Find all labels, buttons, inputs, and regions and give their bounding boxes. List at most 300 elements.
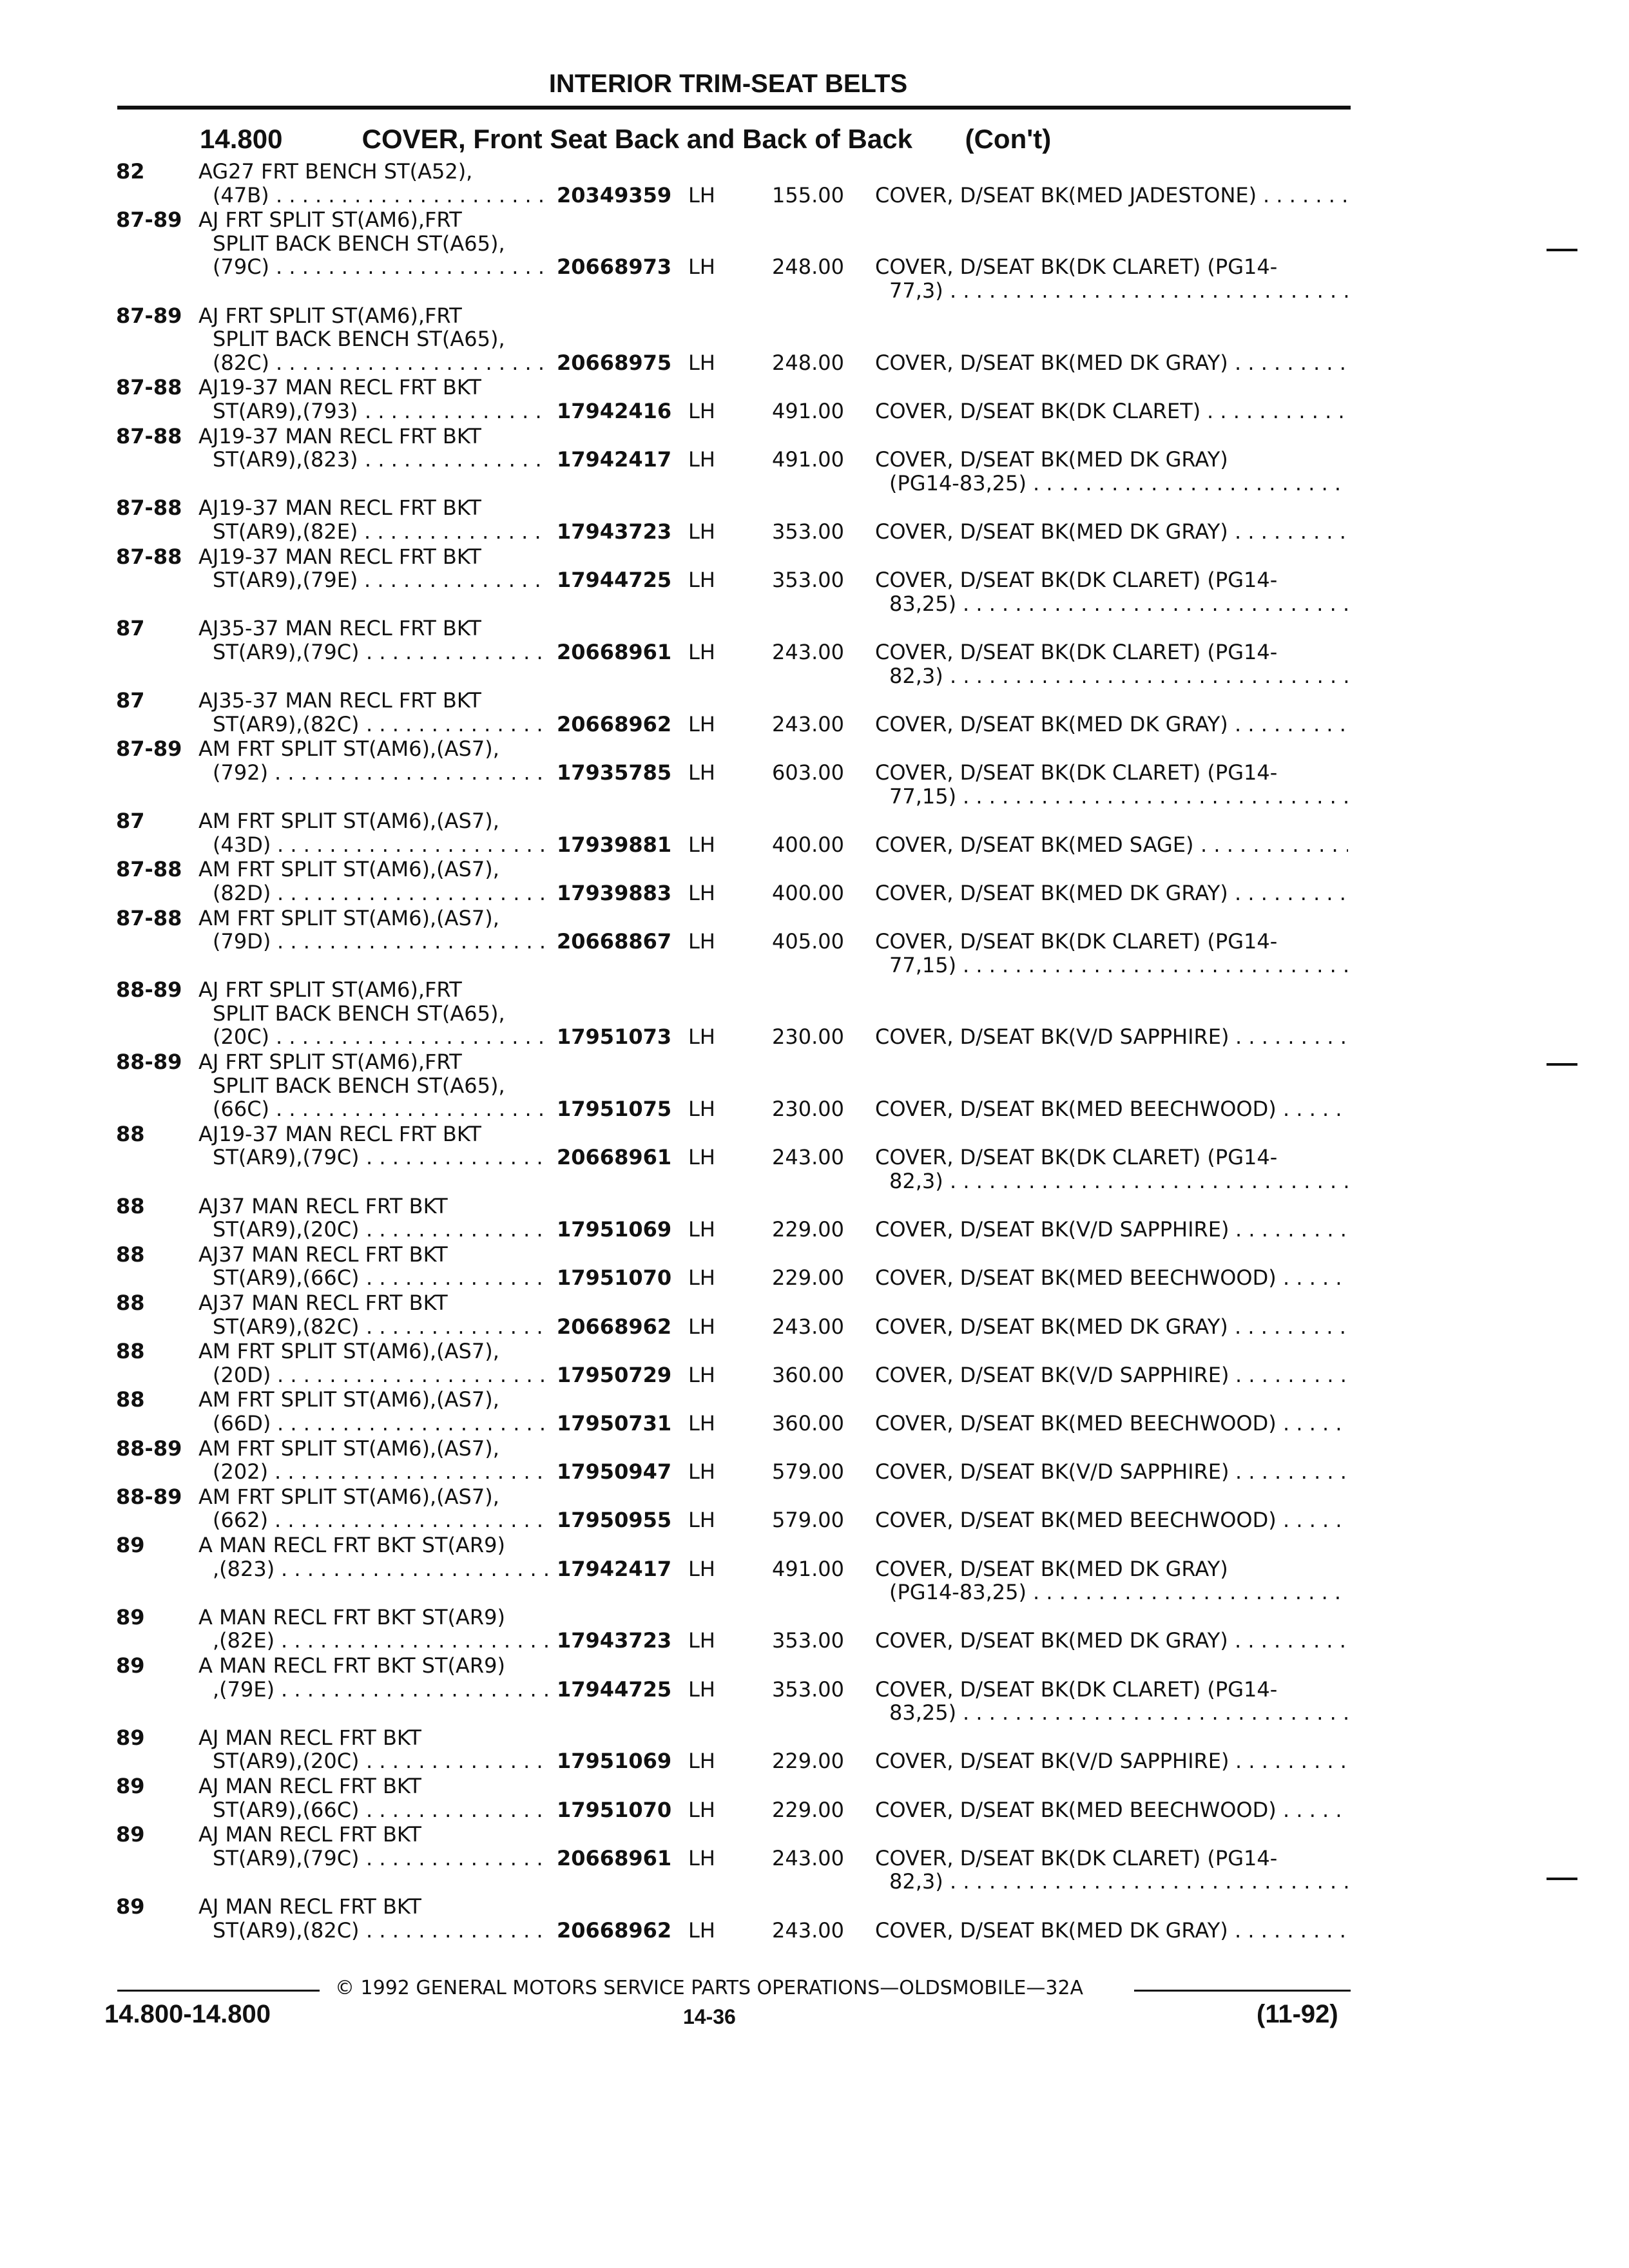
usage-description: AM FRT SPLIT ST(AM6),(AS7), xyxy=(198,1436,499,1461)
model-year: 89 xyxy=(116,1604,145,1629)
leader-dots xyxy=(1283,1508,1348,1532)
usage-description: AM FRT SPLIT ST(AM6),(AS7), xyxy=(198,736,499,762)
part-description: COVER, D/SEAT BK(V/D SAPPHIRE) xyxy=(875,1459,1229,1485)
side-code: LH xyxy=(688,1024,715,1050)
part-description: COVER, D/SEAT BK(DK CLARET) (PG14- xyxy=(875,568,1278,593)
list-item xyxy=(0,1606,1629,1654)
usage-description: AJ MAN RECL FRT BKT xyxy=(198,1894,421,1919)
usage-description: ST(AR9),(79C) xyxy=(213,1145,360,1170)
list-item xyxy=(0,737,1629,809)
section-continued: (Con't) xyxy=(965,124,1052,154)
leader-dots xyxy=(963,954,1348,977)
side-code: LH xyxy=(688,880,715,905)
part-number: 17939883 xyxy=(557,880,672,905)
price: 243.00 xyxy=(772,711,844,736)
side-code: LH xyxy=(688,519,715,544)
leader-dots xyxy=(963,592,1348,616)
leader-dots xyxy=(1235,1218,1348,1242)
model-year: 89 xyxy=(116,1894,145,1919)
model-year: 89 xyxy=(116,1822,145,1847)
price: 360.00 xyxy=(772,1362,844,1387)
usage-description: ,(823) xyxy=(213,1556,275,1581)
price: 229.00 xyxy=(772,1797,844,1822)
usage-description: ST(AR9),(66C) xyxy=(213,1265,360,1291)
leader-dots xyxy=(950,279,1348,303)
usage-description: ,(82E) xyxy=(213,1628,275,1653)
part-description: (PG14-83,25) xyxy=(889,1580,1027,1605)
price: 243.00 xyxy=(772,1845,844,1870)
price: 353.00 xyxy=(772,519,844,544)
leader-dots xyxy=(1235,1460,1348,1484)
part-description: COVER, D/SEAT BK(MED DK GRAY) xyxy=(875,880,1228,905)
leader-dots xyxy=(275,1460,549,1484)
model-year: 87-88 xyxy=(116,905,182,930)
usage-description: ST(AR9),(79C) xyxy=(213,1845,360,1870)
part-number: 20668867 xyxy=(557,929,672,954)
part-description: COVER, D/SEAT BK(MED DK GRAY) xyxy=(875,350,1228,375)
usage-description: AJ37 MAN RECL FRT BKT xyxy=(198,1193,448,1218)
part-description: COVER, D/SEAT BK(V/D SAPPHIRE) xyxy=(875,1024,1229,1050)
usage-description: AM FRT SPLIT ST(AM6),(AS7), xyxy=(198,1339,499,1364)
leader-dots xyxy=(366,640,549,664)
part-number: 17950947 xyxy=(557,1459,672,1485)
list-item xyxy=(0,1654,1629,1726)
leader-dots xyxy=(366,1315,549,1339)
leader-dots xyxy=(1283,1266,1348,1290)
list-item xyxy=(0,858,1629,906)
margin-mark xyxy=(1547,1063,1577,1066)
side-code: LH xyxy=(688,568,715,593)
side-code: LH xyxy=(688,1797,715,1822)
part-description: COVER, D/SEAT BK(DK CLARET) (PG14- xyxy=(875,1845,1278,1870)
leader-dots xyxy=(366,1218,549,1242)
part-number: 17944725 xyxy=(557,1677,672,1702)
usage-description: AJ19-37 MAN RECL FRT BKT xyxy=(198,544,481,569)
part-number: 17943723 xyxy=(557,519,672,544)
part-number: 17942416 xyxy=(557,398,672,423)
list-item xyxy=(0,809,1629,858)
part-description: COVER, D/SEAT BK(MED DK GRAY) xyxy=(875,519,1228,544)
list-item xyxy=(0,160,1629,208)
part-description: COVER, D/SEAT BK(MED JADESTONE) xyxy=(875,182,1257,207)
model-year: 88 xyxy=(116,1387,145,1412)
leader-dots xyxy=(1235,351,1348,375)
leader-dots xyxy=(276,1025,549,1049)
price: 491.00 xyxy=(772,398,844,423)
part-number: 17950731 xyxy=(557,1411,672,1436)
model-year: 87 xyxy=(116,616,145,641)
usage-description: AJ19-37 MAN RECL FRT BKT xyxy=(198,423,481,448)
list-item xyxy=(0,1823,1629,1895)
list-item xyxy=(0,425,1629,497)
part-description: 82,3) xyxy=(889,1169,943,1194)
usage-description: AJ37 MAN RECL FRT BKT xyxy=(198,1291,448,1316)
usage-description: ST(AR9),(20C) xyxy=(213,1749,360,1774)
part-description: 83,25) xyxy=(889,591,957,616)
model-year: 87-89 xyxy=(116,303,182,328)
usage-description: SPLIT BACK BENCH ST(A65), xyxy=(213,231,505,256)
leader-dots xyxy=(1207,399,1348,423)
side-code: LH xyxy=(688,760,715,785)
usage-description: AM FRT SPLIT ST(AM6),(AS7), xyxy=(198,809,499,834)
list-item xyxy=(0,1291,1629,1340)
part-description: COVER, D/SEAT BK(MED BEECHWOOD) xyxy=(875,1508,1277,1533)
model-year: 88 xyxy=(116,1121,145,1146)
list-item xyxy=(0,617,1629,689)
part-number: 17939881 xyxy=(557,832,672,857)
side-code: LH xyxy=(688,350,715,375)
part-description: COVER, D/SEAT BK(DK CLARET) (PG14- xyxy=(875,1677,1278,1702)
usage-description: (20C) xyxy=(213,1024,270,1050)
leader-dots xyxy=(366,1749,549,1773)
usage-description: AJ35-37 MAN RECL FRT BKT xyxy=(198,688,481,713)
price: 603.00 xyxy=(772,760,844,785)
leader-dots xyxy=(366,1919,549,1943)
part-description: COVER, D/SEAT BK(V/D SAPPHIRE) xyxy=(875,1749,1229,1774)
usage-description: AM FRT SPLIT ST(AM6),(AS7), xyxy=(198,1484,499,1509)
leader-dots xyxy=(276,184,549,207)
part-number: 17944725 xyxy=(557,568,672,593)
side-code: LH xyxy=(688,711,715,736)
price: 243.00 xyxy=(772,1314,844,1339)
usage-description: (66D) xyxy=(213,1411,271,1436)
leader-dots xyxy=(1200,833,1348,857)
part-description: (PG14-83,25) xyxy=(889,470,1027,495)
usage-description: AM FRT SPLIT ST(AM6),(AS7), xyxy=(198,857,499,882)
part-description: COVER, D/SEAT BK(MED DK GRAY) xyxy=(875,1314,1228,1339)
part-description: COVER, D/SEAT BK(MED DK GRAY) xyxy=(875,447,1228,472)
list-item xyxy=(0,1243,1629,1291)
part-number: 17951069 xyxy=(557,1217,672,1242)
usage-description: ST(AR9),(82E) xyxy=(213,519,358,544)
leader-dots xyxy=(281,1629,549,1653)
leader-dots xyxy=(364,568,549,592)
leader-dots xyxy=(366,1146,549,1169)
model-year: 89 xyxy=(116,1533,145,1557)
part-number: 17951070 xyxy=(557,1797,672,1822)
price: 248.00 xyxy=(772,255,844,280)
usage-description: AM FRT SPLIT ST(AM6),(AS7), xyxy=(198,905,499,930)
list-item xyxy=(0,978,1629,1050)
usage-description: AM FRT SPLIT ST(AM6),(AS7), xyxy=(198,1387,499,1412)
model-year: 89 xyxy=(116,1773,145,1798)
usage-description: SPLIT BACK BENCH ST(A65), xyxy=(213,327,505,352)
side-code: LH xyxy=(688,1265,715,1291)
list-item xyxy=(0,1195,1629,1243)
leader-dots xyxy=(1235,1025,1348,1049)
list-item xyxy=(0,1726,1629,1774)
price: 229.00 xyxy=(772,1217,844,1242)
usage-description: (79C) xyxy=(213,255,270,280)
price: 400.00 xyxy=(772,832,844,857)
usage-description: (202) xyxy=(213,1459,269,1485)
list-item xyxy=(0,545,1629,617)
footer-date: (11-92) xyxy=(1257,2000,1338,2028)
side-code: LH xyxy=(688,398,715,423)
model-year: 88-89 xyxy=(116,977,182,1003)
part-description: 77,15) xyxy=(889,952,957,977)
footer-page-number: 14-36 xyxy=(683,2005,736,2028)
list-item xyxy=(0,1340,1629,1388)
leader-dots xyxy=(1263,184,1348,207)
usage-description: ,(79E) xyxy=(213,1677,275,1702)
side-code: LH xyxy=(688,1556,715,1581)
usage-description: ST(AR9),(82C) xyxy=(213,1917,360,1943)
part-description: COVER, D/SEAT BK(MED DK GRAY) xyxy=(875,711,1228,736)
leader-dots xyxy=(366,1266,549,1290)
usage-description: ST(AR9),(20C) xyxy=(213,1217,360,1242)
model-year: 88 xyxy=(116,1339,145,1364)
footer-rule-left xyxy=(117,1990,320,1992)
part-number: 17943723 xyxy=(557,1628,672,1653)
usage-description: AJ19-37 MAN RECL FRT BKT xyxy=(198,1121,481,1146)
side-code: LH xyxy=(688,832,715,857)
side-code: LH xyxy=(688,182,715,207)
price: 405.00 xyxy=(772,929,844,954)
price: 353.00 xyxy=(772,1628,844,1653)
leader-dots xyxy=(1235,520,1348,544)
model-year: 82 xyxy=(116,159,145,184)
side-code: LH xyxy=(688,1314,715,1339)
part-description: COVER, D/SEAT BK(DK CLARET) (PG14- xyxy=(875,760,1278,785)
side-code: LH xyxy=(688,1508,715,1533)
side-code: LH xyxy=(688,1628,715,1653)
margin-mark xyxy=(1547,249,1577,251)
part-description: COVER, D/SEAT BK(MED BEECHWOOD) xyxy=(875,1797,1277,1822)
leader-dots xyxy=(1283,1097,1348,1121)
usage-description: (82C) xyxy=(213,350,270,375)
side-code: LH xyxy=(688,1217,715,1242)
usage-description: SPLIT BACK BENCH ST(A65), xyxy=(213,1073,505,1098)
model-year: 88-89 xyxy=(116,1050,182,1075)
usage-description: ST(AR9),(823) xyxy=(213,447,358,472)
side-code: LH xyxy=(688,929,715,954)
side-code: LH xyxy=(688,1097,715,1122)
part-number: 17951070 xyxy=(557,1265,672,1291)
leader-dots xyxy=(963,785,1348,809)
leader-dots xyxy=(277,1363,549,1387)
part-description: COVER, D/SEAT BK(V/D SAPPHIRE) xyxy=(875,1217,1229,1242)
part-description: COVER, D/SEAT BK(MED DK GRAY) xyxy=(875,1628,1228,1653)
margin-mark xyxy=(1547,1878,1577,1880)
part-number: 20668973 xyxy=(557,255,672,280)
part-description: COVER, D/SEAT BK(MED DK GRAY) xyxy=(875,1556,1228,1581)
usage-description: AJ MAN RECL FRT BKT xyxy=(198,1822,421,1847)
part-number: 20349359 xyxy=(557,182,672,207)
model-year: 87-88 xyxy=(116,495,182,521)
usage-description: AJ FRT SPLIT ST(AM6),FRT xyxy=(198,1050,462,1075)
usage-description: A MAN RECL FRT BKT ST(AR9) xyxy=(198,1604,505,1629)
list-item xyxy=(0,376,1629,424)
list-item xyxy=(0,496,1629,544)
side-code: LH xyxy=(688,1459,715,1485)
leader-dots xyxy=(281,1557,549,1581)
usage-description: ST(AR9),(82C) xyxy=(213,711,360,736)
part-description: 82,3) xyxy=(889,663,943,688)
price: 360.00 xyxy=(772,1411,844,1436)
footer-rule-right xyxy=(1134,1990,1351,1992)
leader-dots xyxy=(1033,1581,1348,1604)
leader-dots xyxy=(276,1097,549,1121)
price: 243.00 xyxy=(772,1145,844,1170)
leader-dots xyxy=(1283,1412,1348,1436)
leader-dots xyxy=(275,761,549,785)
footer-section-range: 14.800-14.800 xyxy=(104,2000,271,2028)
part-number: 20668961 xyxy=(557,1145,672,1170)
usage-description: A MAN RECL FRT BKT ST(AR9) xyxy=(198,1653,505,1678)
leader-dots xyxy=(950,1169,1348,1193)
part-description: COVER, D/SEAT BK(MED SAGE) xyxy=(875,832,1194,857)
list-item xyxy=(0,1485,1629,1533)
usage-description: SPLIT BACK BENCH ST(A65), xyxy=(213,1001,505,1026)
part-number: 20668962 xyxy=(557,1917,672,1943)
side-code: LH xyxy=(688,1677,715,1702)
side-code: LH xyxy=(688,639,715,664)
section-number: 14.800 xyxy=(200,124,283,154)
part-number: 17951073 xyxy=(557,1024,672,1050)
leader-dots xyxy=(1033,472,1348,495)
model-year: 87-88 xyxy=(116,375,182,400)
side-code: LH xyxy=(688,1145,715,1170)
part-description: 77,3) xyxy=(889,278,943,303)
usage-description: ST(AR9),(793) xyxy=(213,398,358,423)
usage-description: ST(AR9),(82C) xyxy=(213,1314,360,1339)
part-description: COVER, D/SEAT BK(DK CLARET) (PG14- xyxy=(875,929,1278,954)
model-year: 88 xyxy=(116,1291,145,1316)
usage-description: ST(AR9),(79C) xyxy=(213,639,360,664)
part-number: 20668962 xyxy=(557,711,672,736)
section-title: COVER, Front Seat Back and Back of Back xyxy=(361,124,912,154)
price: 579.00 xyxy=(772,1459,844,1485)
usage-description: A MAN RECL FRT BKT ST(AR9) xyxy=(198,1533,505,1557)
usage-description: AJ MAN RECL FRT BKT xyxy=(198,1725,421,1750)
usage-description: (43D) xyxy=(213,832,271,857)
leader-dots xyxy=(365,448,549,472)
copyright-notice: © 1992 GENERAL MOTORS SERVICE PARTS OPERATIONS—OLDSMOBILE—32A xyxy=(335,1977,1084,1999)
usage-description: AJ19-37 MAN RECL FRT BKT xyxy=(198,495,481,521)
price: 248.00 xyxy=(772,350,844,375)
price: 230.00 xyxy=(772,1097,844,1122)
usage-description: AJ FRT SPLIT ST(AM6),FRT xyxy=(198,303,462,328)
header-rule xyxy=(117,106,1351,110)
usage-description: (66C) xyxy=(213,1097,270,1122)
usage-description: (82D) xyxy=(213,880,271,905)
part-description: 77,15) xyxy=(889,783,957,809)
part-description: COVER, D/SEAT BK(MED BEECHWOOD) xyxy=(875,1265,1277,1291)
list-item xyxy=(0,208,1629,303)
price: 353.00 xyxy=(772,568,844,593)
list-item xyxy=(0,1533,1629,1606)
leader-dots xyxy=(366,1798,549,1822)
leader-dots xyxy=(1235,713,1348,736)
leader-dots xyxy=(1235,1919,1348,1943)
model-year: 87 xyxy=(116,688,145,713)
leader-dots xyxy=(277,881,549,905)
side-code: LH xyxy=(688,447,715,472)
part-description: COVER, D/SEAT BK(DK CLARET) xyxy=(875,398,1201,423)
leader-dots xyxy=(277,1412,549,1436)
model-year: 88-89 xyxy=(116,1436,182,1461)
price: 229.00 xyxy=(772,1265,844,1291)
part-description: 83,25) xyxy=(889,1700,957,1725)
model-year: 87 xyxy=(116,809,145,834)
part-number: 20668961 xyxy=(557,1845,672,1870)
part-description: COVER, D/SEAT BK(MED BEECHWOOD) xyxy=(875,1411,1277,1436)
leader-dots xyxy=(276,255,549,279)
part-description: COVER, D/SEAT BK(MED BEECHWOOD) xyxy=(875,1097,1277,1122)
leader-dots xyxy=(1235,1749,1348,1773)
price: 353.00 xyxy=(772,1677,844,1702)
price: 230.00 xyxy=(772,1024,844,1050)
leader-dots xyxy=(276,351,549,375)
model-year: 89 xyxy=(116,1653,145,1678)
model-year: 87-89 xyxy=(116,736,182,762)
part-number: 17942417 xyxy=(557,447,672,472)
model-year: 87-88 xyxy=(116,857,182,882)
usage-description: (47B) xyxy=(213,182,269,207)
price: 243.00 xyxy=(772,639,844,664)
list-item xyxy=(0,907,1629,979)
list-item xyxy=(0,1774,1629,1823)
usage-description: (20D) xyxy=(213,1362,271,1387)
leader-dots xyxy=(366,1847,549,1870)
price: 491.00 xyxy=(772,1556,844,1581)
price: 243.00 xyxy=(772,1917,844,1943)
side-code: LH xyxy=(688,1749,715,1774)
part-description: COVER, D/SEAT BK(V/D SAPPHIRE) xyxy=(875,1362,1229,1387)
part-description: COVER, D/SEAT BK(MED DK GRAY) xyxy=(875,1917,1228,1943)
list-item xyxy=(0,1895,1629,1943)
leader-dots xyxy=(1283,1798,1348,1822)
list-item xyxy=(0,304,1629,376)
side-code: LH xyxy=(688,255,715,280)
model-year: 87-89 xyxy=(116,207,182,233)
part-number: 20668975 xyxy=(557,350,672,375)
usage-description: AJ19-37 MAN RECL FRT BKT xyxy=(198,375,481,400)
usage-description: AJ FRT SPLIT ST(AM6),FRT xyxy=(198,207,462,233)
part-number: 17942417 xyxy=(557,1556,672,1581)
list-item xyxy=(0,1388,1629,1436)
usage-description: (662) xyxy=(213,1508,269,1533)
model-year: 88-89 xyxy=(116,1484,182,1509)
leader-dots xyxy=(366,713,549,736)
usage-description: AJ MAN RECL FRT BKT xyxy=(198,1773,421,1798)
side-code: LH xyxy=(688,1845,715,1870)
usage-description: (792) xyxy=(213,760,269,785)
price: 155.00 xyxy=(772,182,844,207)
model-year: 88 xyxy=(116,1242,145,1267)
usage-description: AJ35-37 MAN RECL FRT BKT xyxy=(198,616,481,641)
usage-description: AJ FRT SPLIT ST(AM6),FRT xyxy=(198,977,462,1003)
side-code: LH xyxy=(688,1411,715,1436)
parts-list xyxy=(0,160,1629,1943)
leader-dots xyxy=(277,930,549,954)
side-code: LH xyxy=(688,1917,715,1943)
part-description: COVER, D/SEAT BK(DK CLARET) (PG14- xyxy=(875,639,1278,664)
leader-dots xyxy=(277,833,549,857)
leader-dots xyxy=(950,664,1348,688)
usage-description: AG27 FRT BENCH ST(A52), xyxy=(198,159,473,184)
leader-dots xyxy=(275,1508,549,1532)
leader-dots xyxy=(950,1870,1348,1894)
leader-dots xyxy=(365,399,549,423)
leader-dots xyxy=(963,1701,1348,1725)
model-year: 87-88 xyxy=(116,423,182,448)
part-description: 82,3) xyxy=(889,1869,943,1894)
model-year: 88 xyxy=(116,1193,145,1218)
usage-description: AJ37 MAN RECL FRT BKT xyxy=(198,1242,448,1267)
leader-dots xyxy=(1235,1363,1348,1387)
